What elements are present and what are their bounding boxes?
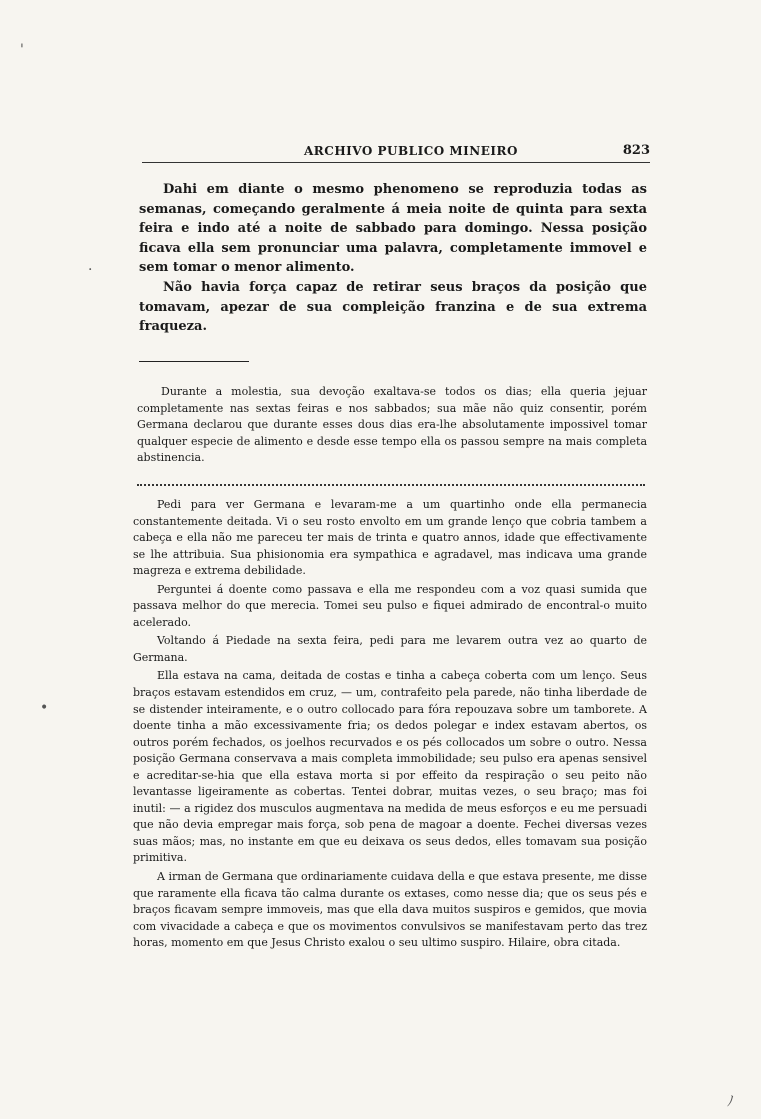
stray-mark: • (40, 700, 49, 716)
header-divider (142, 162, 650, 163)
running-title: ARCHIVO PUBLICO MINEIRO (304, 144, 518, 158)
footnote-paragraph: A irman de Germana que ordinariamente cuidava della e que estava presente, me disse que raramente ella ficava tão calma durante os extases, como nesse dia; que os seus pés e braços ficavam sempre immoveis, mas que ella dava muitos suspiros e gemidos, que movia com vivacidade a cabeça e que os movimentos convulsivos se manifestavam perto das trez horas, momento em que Jesus Christo exalou o seu ultimo suspiro. Hilaire, obra citada. (133, 870, 647, 950)
main-paragraph: Não havia força capaz de retirar seus braços da posição que tomavam, apezar de sua compleição franzina e de sua extrema fraqueza. (139, 279, 647, 335)
dotted-divider (137, 484, 645, 486)
footnote-paragraph: Voltando á Piedade na sexta feira, pedi para me levarem outra vez ao quarto de Germana. (133, 634, 647, 664)
stray-mark: ' (20, 42, 24, 58)
main-text (139, 180, 647, 337)
running-header (142, 144, 650, 164)
footnote-paragraph: Pedi para ver Germana e levaram-me a um quartinho onde ella permanecia constantemente deitada. Vi o seu rosto envolto em um grande lenço que cobria tambem a cabeça e ella não me pareceu ter mais de trinta e quatro annos, idade que effectivamente se lhe attribuia. Sua phisionomia era sympathica e agradavel, mas indicava uma grande magreza e extrema debilidade. (133, 498, 647, 578)
main-paragraph: Dahi em diante o mesmo phenomeno se reproduzia todas as semanas, começando geralmente á meia noite de quinta para sexta feira e indo até a noite de sabbado para domingo. Nessa posição ficava ella sem pronunciar uma palavra, completamente immovel e sem tomar o menor alimento. (139, 182, 647, 276)
page-number: 823 (622, 143, 650, 158)
footnote-paragraph: Durante a molestia, sua devoção exaltava-se todos os dias; ella queria jejuar completamente nas sextas feiras e nos sabbados; sua mãe não quiz consentir, porém Germana declarou que durante esses dous dias era-lhe absolutamente impossivel tomar qualquer especie de alimento e desde esse tempo ella os passou sempre na mais completa abstinencia. (137, 385, 647, 465)
stray-mark: ﾉ (727, 1094, 734, 1110)
stray-mark: · (88, 262, 93, 278)
footnote-paragraph: Ella estava na cama, deitada de costas e tinha a cabeça coberta com um lenço. Seus braços estavam estendidos em cruz, — um, contrafeito pela parede, não tinha liberdade de se distender inteiramente, e o outro collocado para fóra repouzava sobre um tamborete. A doente tinha a mão excessivamente fria; os dedos polegar e index estavam abertos, os outros porém fechados, os joelhos recurvados e os pés collocados um sobre o outro. Nessa posição Germana conservava a mais completa immobilidade; seu pulso era apenas sensivel e acreditar-se-hia que ella estava morta si por effeito da respiração o seu peito não levantasse ligeiramente as cobertas. Tentei dobrar, muitas vezes, o seu braço; mas foi inutil: — a rigidez dos musculos augmentava na medida de meus esforços e eu me persuadi que não devia empregar mais força, sob pena de magoar a doente. Fechei diversas vezes suas mãos; mas, no instante em que eu deixava os seus dedos, elles tomavam sua posição primitiva. (133, 669, 647, 865)
footnote-divider (139, 361, 249, 362)
footnote-body (133, 497, 647, 954)
footnote-paragraph: Perguntei á doente como passava e ella me respondeu com a voz quasi sumida que passava melhor do que merecia. Tomei seu pulso e fiquei admirado de encontral-o muito acelerado. (133, 582, 647, 629)
footnote-intro (137, 384, 647, 467)
